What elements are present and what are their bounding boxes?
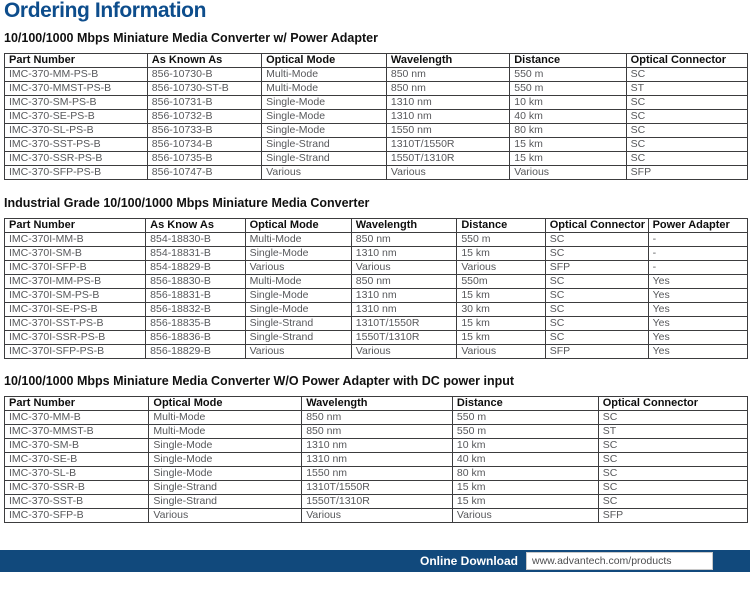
table-cell: 1310 nm [351, 247, 457, 261]
column-header: Optical Mode [245, 219, 351, 233]
column-header: Wavelength [302, 397, 453, 411]
table-cell: SC [545, 233, 648, 247]
column-header: As Known As [147, 54, 261, 68]
column-header: Wavelength [386, 54, 509, 68]
table-cell: 1550T/1310R [386, 152, 509, 166]
table-cell: 856-18832-B [146, 303, 245, 317]
table-cell: 854-18831-B [146, 247, 245, 261]
table-cell: 550m [457, 275, 545, 289]
column-header: Distance [457, 219, 545, 233]
table-cell: SC [545, 331, 648, 345]
table-cell: 856-10732-B [147, 110, 261, 124]
table-cell: IMC-370-SSR-B [5, 481, 149, 495]
table-cell: 850 nm [351, 275, 457, 289]
table-cell: 856-18831-B [146, 289, 245, 303]
table-cell: Yes [648, 303, 747, 317]
download-url-box [526, 552, 713, 570]
table-cell: 1310T/1550R [386, 138, 509, 152]
table-cell: SFP [598, 509, 747, 523]
table-cell: SC [545, 317, 648, 331]
table-cell: IMC-370-MM-B [5, 411, 149, 425]
table-cell: SC [545, 275, 648, 289]
table-cell: Various [510, 166, 626, 180]
table-cell: SC [598, 481, 747, 495]
table-cell: Various [351, 261, 457, 275]
table-cell: Multi-Mode [245, 275, 351, 289]
table-cell: 856-10730-ST-B [147, 82, 261, 96]
table-row [5, 345, 748, 359]
table-row [5, 247, 748, 261]
table-cell: 854-18829-B [146, 261, 245, 275]
table-row [5, 166, 748, 180]
table-cell: 550 m [510, 68, 626, 82]
table-row [5, 303, 748, 317]
table-cell: Single-Strand [262, 138, 387, 152]
table-row [5, 152, 748, 166]
table-cell: SC [598, 467, 747, 481]
table-cell: 10 km [452, 439, 598, 453]
table-cell: SC [545, 289, 648, 303]
column-header: Distance [510, 54, 626, 68]
table-cell: 15 km [457, 331, 545, 345]
table-cell: Various [457, 345, 545, 359]
table-cell: IMC-370I-MM-B [5, 233, 146, 247]
section-heading-industrial-grade: Industrial Grade 10/100/1000 Mbps Miniature Media Converter [4, 196, 370, 210]
table-cell: - [648, 233, 747, 247]
table-cell: Single-Strand [262, 152, 387, 166]
table-row [5, 233, 748, 247]
table-cell: IMC-370-SFP-B [5, 509, 149, 523]
table-row [5, 467, 748, 481]
column-header: Wavelength [351, 219, 457, 233]
table-cell: IMC-370I-SE-PS-B [5, 303, 146, 317]
table-cell: SFP [545, 261, 648, 275]
table-row [5, 275, 748, 289]
table-cell: SFP [626, 166, 747, 180]
table-cell: Various [245, 345, 351, 359]
table-cell: IMC-370-SE-B [5, 453, 149, 467]
table-cell: Single-Strand [149, 481, 302, 495]
table-cell: Yes [648, 289, 747, 303]
section-heading-wo-power-adapter: 10/100/1000 Mbps Miniature Media Converter W/O Power Adapter with DC power input [4, 374, 515, 388]
table-cell: Single-Mode [262, 110, 387, 124]
table-cell: - [648, 247, 747, 261]
table-cell: 1550T/1310R [302, 495, 453, 509]
table-cell: SC [545, 247, 648, 261]
table-cell: SC [598, 439, 747, 453]
table-cell: 1550 nm [386, 124, 509, 138]
page-title: Ordering Information [4, 0, 207, 22]
table-cell: 856-10735-B [147, 152, 261, 166]
table-cell: Multi-Mode [149, 411, 302, 425]
table-cell: ST [598, 425, 747, 439]
table-cell: 30 km [457, 303, 545, 317]
table-cell: IMC-370-SST-B [5, 495, 149, 509]
table-cell: SC [626, 96, 747, 110]
column-header: As Know As [146, 219, 245, 233]
table-cell: Various [149, 509, 302, 523]
table-cell: Various [262, 166, 387, 180]
table-row [5, 411, 748, 425]
column-header: Optical Connector [626, 54, 747, 68]
column-header: Part Number [5, 219, 146, 233]
table-cell: Various [351, 345, 457, 359]
table-cell: 1550 nm [302, 467, 453, 481]
table-cell: Single-Mode [262, 124, 387, 138]
table-cell: 1310T/1550R [351, 317, 457, 331]
table-cell: Yes [648, 275, 747, 289]
table-cell: 550 m [510, 82, 626, 96]
table-cell: Yes [648, 317, 747, 331]
table-cell: SC [598, 411, 747, 425]
table-cell: 1310 nm [386, 96, 509, 110]
table-cell: 15 km [452, 481, 598, 495]
table-cell: Single-Mode [149, 439, 302, 453]
table-cell: Multi-Mode [262, 82, 387, 96]
table-cell: IMC-370-MMST-PS-B [5, 82, 148, 96]
table-cell: Various [302, 509, 453, 523]
table-cell: Various [245, 261, 351, 275]
table-cell: 80 km [452, 467, 598, 481]
table-cell: 856-10731-B [147, 96, 261, 110]
table-cell: Yes [648, 345, 747, 359]
table-row [5, 96, 748, 110]
table-row [5, 495, 748, 509]
column-header: Optical Mode [262, 54, 387, 68]
table-cell: 1310 nm [351, 303, 457, 317]
table-cell: SC [626, 110, 747, 124]
table-cell: IMC-370-MM-PS-B [5, 68, 148, 82]
table-cell: Single-Strand [245, 317, 351, 331]
table-cell: IMC-370I-SFP-PS-B [5, 345, 146, 359]
table-row [5, 289, 748, 303]
table-cell: Yes [648, 331, 747, 345]
column-header: Part Number [5, 54, 148, 68]
table-cell: 854-18830-B [146, 233, 245, 247]
table-cell: Single-Mode [245, 247, 351, 261]
table-cell: 550 m [452, 425, 598, 439]
table-cell: SC [626, 152, 747, 166]
table-row [5, 82, 748, 96]
table-cell: SC [598, 453, 747, 467]
table-cell: 15 km [457, 289, 545, 303]
table-cell: Various [452, 509, 598, 523]
table-cell: SC [626, 124, 747, 138]
section-heading-power-adapter: 10/100/1000 Mbps Miniature Media Converter w/ Power Adapter [4, 31, 378, 45]
table-cell: Single-Mode [149, 453, 302, 467]
table-row [5, 68, 748, 82]
table-cell: 856-18829-B [146, 345, 245, 359]
table-cell: 850 nm [302, 425, 453, 439]
table-cell: 1310 nm [351, 289, 457, 303]
table-cell: 850 nm [302, 411, 453, 425]
ordering-table-wo-power-adapter [4, 396, 748, 523]
table-cell: IMC-370-SL-PS-B [5, 124, 148, 138]
table-cell: IMC-370I-SFP-B [5, 261, 146, 275]
ordering-table-industrial-grade [4, 218, 748, 359]
table-row [5, 124, 748, 138]
column-header: Power Adapter [648, 219, 747, 233]
table-cell: IMC-370-SM-PS-B [5, 96, 148, 110]
table-cell: 856-10747-B [147, 166, 261, 180]
table-cell: 850 nm [386, 82, 509, 96]
column-header: Optical Mode [149, 397, 302, 411]
table-cell: 40 km [510, 110, 626, 124]
table-cell: Various [457, 261, 545, 275]
table-cell: - [648, 261, 747, 275]
table-cell: 850 nm [386, 68, 509, 82]
table-cell: 1550T/1310R [351, 331, 457, 345]
table-cell: IMC-370-SSR-PS-B [5, 152, 148, 166]
ordering-table-power-adapter [4, 53, 748, 180]
table-cell: 856-18830-B [146, 275, 245, 289]
table-cell: SC [626, 138, 747, 152]
table-cell: 856-10730-B [147, 68, 261, 82]
table-row [5, 453, 748, 467]
table-cell: 15 km [510, 138, 626, 152]
column-header: Distance [452, 397, 598, 411]
table-cell: IMC-370-SFP-PS-B [5, 166, 148, 180]
table-cell: 1310T/1550R [302, 481, 453, 495]
table-cell: IMC-370I-SSR-PS-B [5, 331, 146, 345]
column-header: Optical Connector [545, 219, 648, 233]
table-cell: 1310 nm [302, 439, 453, 453]
table-cell: 550 m [452, 411, 598, 425]
table-cell: IMC-370I-MM-PS-B [5, 275, 146, 289]
online-download-bar [0, 550, 750, 572]
table-row [5, 425, 748, 439]
table-row [5, 331, 748, 345]
table-cell: IMC-370I-SM-PS-B [5, 289, 146, 303]
table-cell: 856-18835-B [146, 317, 245, 331]
table-cell: Multi-Mode [262, 68, 387, 82]
table-row [5, 317, 748, 331]
table-cell: IMC-370-MMST-B [5, 425, 149, 439]
table-cell: ST [626, 82, 747, 96]
table-cell: Single-Strand [245, 331, 351, 345]
table-cell: IMC-370-SE-PS-B [5, 110, 148, 124]
table-cell: SC [626, 68, 747, 82]
table-cell: Multi-Mode [149, 425, 302, 439]
table-cell: Various [386, 166, 509, 180]
table-cell: Single-Mode [262, 96, 387, 110]
table-cell: Single-Mode [245, 303, 351, 317]
table-row [5, 261, 748, 275]
column-header: Part Number [5, 397, 149, 411]
online-download-label: Online Download [420, 554, 518, 568]
table-cell: 80 km [510, 124, 626, 138]
table-cell: 856-10733-B [147, 124, 261, 138]
table-cell: 15 km [457, 247, 545, 261]
table-cell: 856-10734-B [147, 138, 261, 152]
table-cell: IMC-370I-SST-PS-B [5, 317, 146, 331]
table-cell: 856-18836-B [146, 331, 245, 345]
table-cell: Single-Mode [149, 467, 302, 481]
header-row [5, 397, 748, 411]
table-cell: 10 km [510, 96, 626, 110]
table-cell: SFP [545, 345, 648, 359]
header-row [5, 219, 748, 233]
table-cell: Single-Mode [245, 289, 351, 303]
table-row [5, 439, 748, 453]
table-cell: 40 km [452, 453, 598, 467]
table-row [5, 481, 748, 495]
table-cell: 15 km [452, 495, 598, 509]
table-cell: IMC-370-SST-PS-B [5, 138, 148, 152]
table-cell: 15 km [510, 152, 626, 166]
table-cell: IMC-370-SL-B [5, 467, 149, 481]
table-cell: 850 nm [351, 233, 457, 247]
table-cell: Single-Strand [149, 495, 302, 509]
table-cell: 15 km [457, 317, 545, 331]
table-cell: SC [598, 495, 747, 509]
header-row [5, 54, 748, 68]
table-row [5, 509, 748, 523]
table-cell: IMC-370-SM-B [5, 439, 149, 453]
table-cell: Multi-Mode [245, 233, 351, 247]
table-cell: 1310 nm [386, 110, 509, 124]
table-cell: 550 m [457, 233, 545, 247]
table-cell: IMC-370I-SM-B [5, 247, 146, 261]
table-row [5, 110, 748, 124]
table-cell: 1310 nm [302, 453, 453, 467]
download-url-link[interactable]: www.advantech.com/products [532, 555, 672, 567]
table-cell: SC [545, 303, 648, 317]
column-header: Optical Connector [598, 397, 747, 411]
table-row [5, 138, 748, 152]
